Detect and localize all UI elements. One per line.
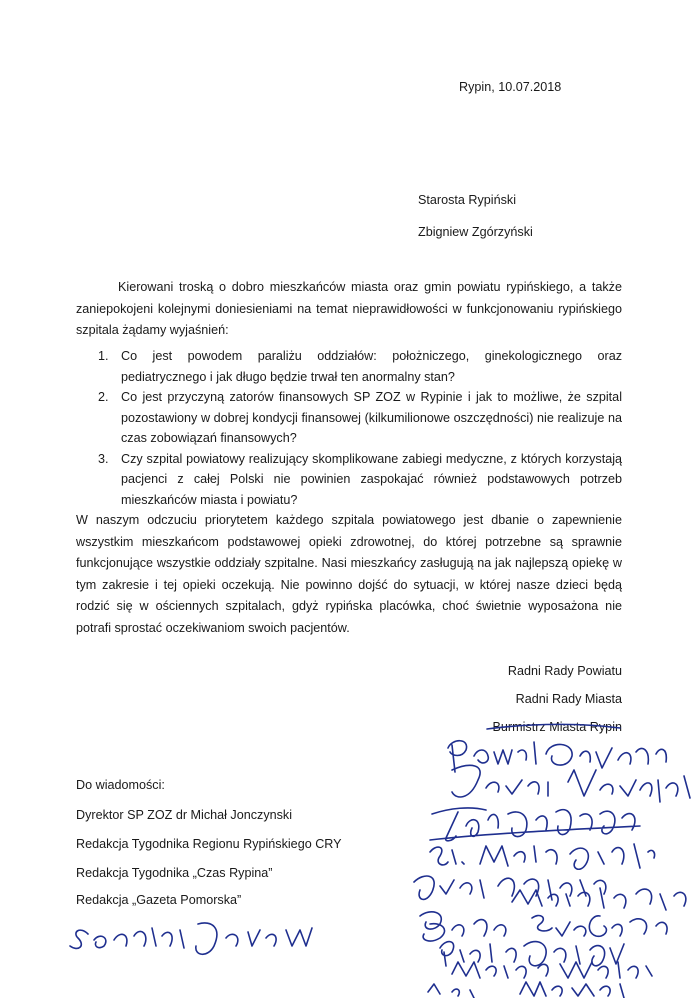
question-number: 2.: [98, 390, 109, 404]
signature-8: [440, 942, 624, 966]
question-item: [76, 387, 622, 449]
question-text: Czy szpital powiatowy realizujący skomplikowane zabiegi medyczne, z których korzystają pacjenci z całej Polski nie powinien zaspokajać również podstawowych potrzeb mieszkańców miasta i powiatu?: [121, 451, 622, 507]
question-text: Co jest przyczyną zatorów finansowych SP ZOZ w Rypinie i jak to możliwe, że szpital pozostawiony w dobrej kondycji finansowej (kilkumilionowe oszczędności) nie realizuje na czas zobowiązań finansowych?: [121, 390, 622, 445]
signatory-role-city: Radni Rady Miasta: [515, 692, 622, 706]
questions-list: [76, 346, 622, 510]
cc-item-cry: Redakcja Tygodnika Regionu Rypińskiego CRY: [76, 837, 342, 851]
recipient-title: Starosta Rypiński: [418, 193, 516, 207]
cc-item-director: Dyrektor SP ZOZ dr Michał Jonczynski: [76, 808, 293, 822]
question-item: [76, 449, 622, 511]
signatory-role-mayor: Burmistrz Miasta Rypin: [492, 720, 622, 734]
question-text: Co jest powodem paraliżu oddziałów: położniczego, ginekologicznego oraz pediatrycznego i jak długo będzie trwał ten anormalny stan?: [121, 349, 622, 384]
signature-10: [428, 982, 624, 998]
cc-title: Do wiadomości:: [76, 778, 165, 792]
cc-item-czas-rypina: Redakcja Tygodnika „Czas Rypina”: [76, 866, 273, 880]
signature-11: [70, 923, 312, 954]
signatory-role-county: Radni Rady Powiatu: [507, 664, 622, 678]
signature-5: [414, 876, 606, 900]
question-item: [76, 346, 622, 387]
place-date: Rypin, 10.07.2018: [459, 80, 562, 94]
signature-1: [448, 741, 666, 772]
closing-paragraph: W naszym odczuciu priorytetem każdego szpitala powiatowego jest dbanie o zapewnienie wszystkim mieszkańcom podstawowej opieki zdrowotnej, do której potrzebne są sprawnie funkcjonujące wszystkie oddziały szpitalne. Nasi mieszkańcy zasługują na jak najlepszą opiekę w tym zakresie i tej opieki oczekują. Nie powinno dojść do sytuacji, w której nasze dzieci będą rodzić się w ościennych szpitalach, gdyż rypińska placówka, choć świetnie wyposażona nie potrafi sprostać oczekiwaniom swoich pacjentów.: [76, 513, 622, 635]
intro-paragraph: Kierowani troską o dobro mieszkańców miasta oraz gmin powiatu rypińskiego, a także zaniepokojeni kolejnymi doniesieniami na temat nieprawidłowości w funkcjonowaniu rypińskiego szpitala żądamy wyjaśnień:: [76, 280, 622, 337]
signature-9: [452, 962, 652, 978]
signature-6: [512, 888, 686, 910]
signature-3: [430, 808, 640, 841]
question-number: 1.: [98, 349, 109, 363]
signature-2: [452, 765, 690, 802]
recipient-name: Zbigniew Zgórzyński: [418, 225, 533, 239]
cc-item-gazeta-pomorska: Redakcja „Gazeta Pomorska”: [76, 893, 242, 907]
signature-7: [420, 912, 667, 941]
question-number: 3.: [98, 451, 109, 466]
signature-4: [430, 844, 655, 869]
